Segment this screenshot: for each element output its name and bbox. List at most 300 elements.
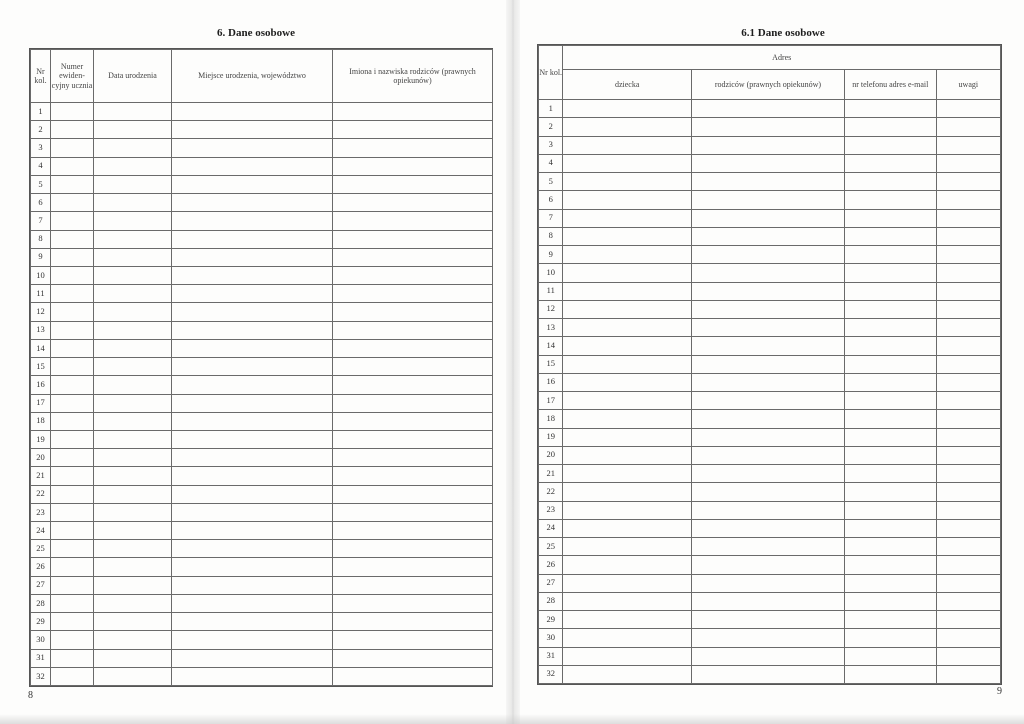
- header-nr-kol: Nr kol.: [539, 46, 563, 100]
- empty-cell[interactable]: [563, 282, 691, 300]
- empty-cell[interactable]: [94, 157, 172, 175]
- empty-cell[interactable]: [94, 449, 172, 467]
- table-row: [539, 118, 1001, 136]
- row-number: 31: [31, 649, 51, 667]
- empty-cell[interactable]: [844, 246, 936, 264]
- row-number: 4: [31, 157, 51, 175]
- empty-cell[interactable]: [563, 592, 691, 610]
- empty-cell[interactable]: [563, 337, 691, 355]
- empty-cell[interactable]: [691, 264, 844, 282]
- empty-cell[interactable]: [563, 392, 691, 410]
- empty-cell[interactable]: [844, 191, 936, 209]
- empty-cell[interactable]: [333, 303, 493, 321]
- empty-cell[interactable]: [691, 209, 844, 227]
- empty-cell[interactable]: [844, 264, 936, 282]
- empty-cell[interactable]: [51, 194, 94, 212]
- empty-cell[interactable]: [844, 100, 936, 118]
- empty-cell[interactable]: [563, 191, 691, 209]
- empty-cell[interactable]: [94, 540, 172, 558]
- row-number: 7: [31, 212, 51, 230]
- empty-cell[interactable]: [333, 339, 493, 357]
- empty-cell[interactable]: [691, 519, 844, 537]
- empty-cell[interactable]: [333, 631, 493, 649]
- empty-cell[interactable]: [94, 394, 172, 412]
- empty-cell[interactable]: [333, 321, 493, 339]
- empty-cell[interactable]: [691, 100, 844, 118]
- empty-cell[interactable]: [563, 483, 691, 501]
- empty-cell[interactable]: [844, 538, 936, 556]
- empty-cell[interactable]: [51, 467, 94, 485]
- empty-cell[interactable]: [936, 355, 1000, 373]
- empty-cell[interactable]: [333, 412, 493, 430]
- empty-cell[interactable]: [94, 522, 172, 540]
- empty-cell[interactable]: [563, 319, 691, 337]
- empty-cell[interactable]: [94, 376, 172, 394]
- empty-cell[interactable]: [172, 212, 333, 230]
- empty-cell[interactable]: [936, 446, 1000, 464]
- empty-cell[interactable]: [333, 376, 493, 394]
- empty-cell[interactable]: [936, 373, 1000, 391]
- table-row: [31, 376, 493, 394]
- row-number: 19: [31, 430, 51, 448]
- empty-cell[interactable]: [844, 592, 936, 610]
- empty-cell[interactable]: [691, 373, 844, 391]
- row-number: 3: [539, 136, 563, 154]
- table-row: [539, 136, 1001, 154]
- empty-cell[interactable]: [94, 339, 172, 357]
- empty-cell[interactable]: [172, 157, 333, 175]
- empty-cell[interactable]: [172, 649, 333, 667]
- empty-cell[interactable]: [691, 483, 844, 501]
- empty-cell[interactable]: [94, 175, 172, 193]
- empty-cell[interactable]: [94, 139, 172, 157]
- table-row: [31, 175, 493, 193]
- empty-cell[interactable]: [563, 300, 691, 318]
- empty-cell[interactable]: [94, 503, 172, 521]
- empty-cell[interactable]: [94, 358, 172, 376]
- empty-cell[interactable]: [936, 465, 1000, 483]
- empty-cell[interactable]: [172, 321, 333, 339]
- empty-cell[interactable]: [172, 430, 333, 448]
- row-number: 29: [31, 613, 51, 631]
- empty-cell[interactable]: [51, 358, 94, 376]
- empty-cell[interactable]: [172, 266, 333, 284]
- empty-cell[interactable]: [691, 611, 844, 629]
- table-row: [539, 154, 1001, 172]
- empty-cell[interactable]: [172, 339, 333, 357]
- empty-cell[interactable]: [563, 209, 691, 227]
- empty-cell[interactable]: [844, 118, 936, 136]
- empty-cell[interactable]: [936, 100, 1000, 118]
- empty-cell[interactable]: [936, 209, 1000, 227]
- empty-cell[interactable]: [844, 611, 936, 629]
- empty-cell[interactable]: [691, 410, 844, 428]
- empty-cell[interactable]: [51, 321, 94, 339]
- empty-cell[interactable]: [691, 592, 844, 610]
- empty-cell[interactable]: [936, 574, 1000, 592]
- empty-cell[interactable]: [936, 191, 1000, 209]
- empty-cell[interactable]: [51, 558, 94, 576]
- empty-cell[interactable]: [333, 212, 493, 230]
- row-number: 7: [539, 209, 563, 227]
- empty-cell[interactable]: [844, 154, 936, 172]
- empty-cell[interactable]: [844, 574, 936, 592]
- empty-cell[interactable]: [51, 376, 94, 394]
- empty-cell[interactable]: [94, 558, 172, 576]
- empty-cell[interactable]: [172, 285, 333, 303]
- empty-cell[interactable]: [94, 103, 172, 121]
- empty-cell[interactable]: [333, 522, 493, 540]
- empty-cell[interactable]: [172, 248, 333, 266]
- table-row: [539, 647, 1001, 665]
- empty-cell[interactable]: [691, 465, 844, 483]
- empty-cell[interactable]: [94, 430, 172, 448]
- empty-cell[interactable]: [844, 319, 936, 337]
- empty-cell[interactable]: [691, 191, 844, 209]
- table-row: [539, 100, 1001, 118]
- empty-cell[interactable]: [333, 613, 493, 631]
- empty-cell[interactable]: [172, 503, 333, 521]
- empty-cell[interactable]: [936, 501, 1000, 519]
- empty-cell[interactable]: [563, 446, 691, 464]
- empty-cell[interactable]: [94, 667, 172, 685]
- empty-cell[interactable]: [94, 613, 172, 631]
- empty-cell[interactable]: [691, 118, 844, 136]
- empty-cell[interactable]: [172, 467, 333, 485]
- empty-cell[interactable]: [563, 665, 691, 683]
- empty-cell[interactable]: [94, 303, 172, 321]
- row-number: 1: [539, 100, 563, 118]
- row-number: 13: [539, 319, 563, 337]
- empty-cell[interactable]: [333, 194, 493, 212]
- empty-cell[interactable]: [94, 649, 172, 667]
- empty-cell[interactable]: [936, 428, 1000, 446]
- empty-cell[interactable]: [691, 556, 844, 574]
- empty-cell[interactable]: [94, 285, 172, 303]
- empty-cell[interactable]: [563, 173, 691, 191]
- empty-cell[interactable]: [691, 337, 844, 355]
- empty-cell[interactable]: [936, 665, 1000, 683]
- empty-cell[interactable]: [333, 285, 493, 303]
- empty-cell[interactable]: [844, 227, 936, 245]
- empty-cell[interactable]: [333, 157, 493, 175]
- empty-cell[interactable]: [172, 194, 333, 212]
- table-row: [31, 303, 493, 321]
- empty-cell[interactable]: [936, 282, 1000, 300]
- empty-cell[interactable]: [936, 538, 1000, 556]
- empty-cell[interactable]: [51, 394, 94, 412]
- row-number: 12: [31, 303, 51, 321]
- empty-cell[interactable]: [563, 501, 691, 519]
- empty-cell[interactable]: [844, 173, 936, 191]
- row-number: 28: [539, 592, 563, 610]
- empty-cell[interactable]: [51, 631, 94, 649]
- empty-cell[interactable]: [333, 248, 493, 266]
- empty-cell[interactable]: [51, 485, 94, 503]
- empty-cell[interactable]: [51, 157, 94, 175]
- row-number: 28: [31, 594, 51, 612]
- empty-cell[interactable]: [691, 282, 844, 300]
- empty-cell[interactable]: [51, 175, 94, 193]
- empty-cell[interactable]: [563, 373, 691, 391]
- empty-cell[interactable]: [844, 556, 936, 574]
- empty-cell[interactable]: [94, 121, 172, 139]
- empty-cell[interactable]: [51, 121, 94, 139]
- row-number: 20: [539, 446, 563, 464]
- table-row: [31, 522, 493, 540]
- empty-cell[interactable]: [333, 503, 493, 521]
- empty-cell[interactable]: [333, 649, 493, 667]
- empty-cell[interactable]: [94, 485, 172, 503]
- empty-cell[interactable]: [691, 501, 844, 519]
- table-row: [31, 449, 493, 467]
- empty-cell[interactable]: [936, 227, 1000, 245]
- empty-cell[interactable]: [936, 246, 1000, 264]
- empty-cell[interactable]: [844, 446, 936, 464]
- empty-cell[interactable]: [936, 136, 1000, 154]
- empty-cell[interactable]: [51, 522, 94, 540]
- empty-cell[interactable]: [936, 392, 1000, 410]
- empty-cell[interactable]: [844, 355, 936, 373]
- empty-cell[interactable]: [333, 594, 493, 612]
- empty-cell[interactable]: [844, 629, 936, 647]
- empty-cell[interactable]: [94, 194, 172, 212]
- empty-cell[interactable]: [563, 538, 691, 556]
- row-number: 19: [539, 428, 563, 446]
- empty-cell[interactable]: [563, 519, 691, 537]
- empty-cell[interactable]: [94, 576, 172, 594]
- table-row: [31, 194, 493, 212]
- empty-cell[interactable]: [333, 394, 493, 412]
- empty-cell[interactable]: [691, 319, 844, 337]
- empty-cell[interactable]: [563, 574, 691, 592]
- empty-cell[interactable]: [172, 139, 333, 157]
- empty-cell[interactable]: [172, 613, 333, 631]
- empty-cell[interactable]: [94, 467, 172, 485]
- empty-cell[interactable]: [172, 594, 333, 612]
- empty-cell[interactable]: [172, 412, 333, 430]
- empty-cell[interactable]: [51, 430, 94, 448]
- empty-cell[interactable]: [563, 465, 691, 483]
- table-row: [31, 412, 493, 430]
- header-numer-ewidencyjny: Numer ewiden-cyjny ucznia: [51, 50, 94, 103]
- empty-cell[interactable]: [333, 103, 493, 121]
- empty-cell[interactable]: [51, 613, 94, 631]
- empty-cell[interactable]: [691, 574, 844, 592]
- empty-cell[interactable]: [333, 540, 493, 558]
- empty-cell[interactable]: [691, 647, 844, 665]
- empty-cell[interactable]: [563, 118, 691, 136]
- empty-cell[interactable]: [51, 139, 94, 157]
- empty-cell[interactable]: [333, 430, 493, 448]
- empty-cell[interactable]: [94, 631, 172, 649]
- empty-cell[interactable]: [936, 300, 1000, 318]
- empty-cell[interactable]: [51, 649, 94, 667]
- header-dziecka: dziecka: [563, 70, 691, 100]
- empty-cell[interactable]: [936, 519, 1000, 537]
- empty-cell[interactable]: [51, 594, 94, 612]
- empty-cell[interactable]: [844, 519, 936, 537]
- empty-cell[interactable]: [844, 665, 936, 683]
- row-number: 3: [31, 139, 51, 157]
- empty-cell[interactable]: [94, 266, 172, 284]
- empty-cell[interactable]: [51, 285, 94, 303]
- empty-cell[interactable]: [51, 266, 94, 284]
- empty-cell[interactable]: [51, 576, 94, 594]
- table-row: [539, 592, 1001, 610]
- empty-cell[interactable]: [51, 412, 94, 430]
- empty-cell[interactable]: [172, 485, 333, 503]
- empty-cell[interactable]: [691, 300, 844, 318]
- empty-cell[interactable]: [51, 303, 94, 321]
- empty-cell[interactable]: [936, 556, 1000, 574]
- empty-cell[interactable]: [844, 410, 936, 428]
- empty-cell[interactable]: [172, 303, 333, 321]
- page-bottom-shadow: [0, 714, 1024, 724]
- empty-cell[interactable]: [844, 300, 936, 318]
- empty-cell[interactable]: [51, 540, 94, 558]
- empty-cell[interactable]: [172, 358, 333, 376]
- empty-cell[interactable]: [172, 449, 333, 467]
- empty-cell[interactable]: [936, 264, 1000, 282]
- empty-cell[interactable]: [333, 266, 493, 284]
- empty-cell[interactable]: [172, 175, 333, 193]
- empty-cell[interactable]: [691, 629, 844, 647]
- empty-cell[interactable]: [844, 465, 936, 483]
- empty-cell[interactable]: [844, 392, 936, 410]
- empty-cell[interactable]: [691, 538, 844, 556]
- empty-cell[interactable]: [333, 558, 493, 576]
- empty-cell[interactable]: [691, 246, 844, 264]
- empty-cell[interactable]: [172, 394, 333, 412]
- empty-cell[interactable]: [563, 264, 691, 282]
- empty-cell[interactable]: [844, 373, 936, 391]
- empty-cell[interactable]: [172, 667, 333, 685]
- empty-cell[interactable]: [563, 355, 691, 373]
- empty-cell[interactable]: [172, 522, 333, 540]
- row-number: 1: [31, 103, 51, 121]
- empty-cell[interactable]: [333, 576, 493, 594]
- empty-cell[interactable]: [936, 337, 1000, 355]
- empty-cell[interactable]: [172, 540, 333, 558]
- empty-cell[interactable]: [94, 412, 172, 430]
- empty-cell[interactable]: [691, 446, 844, 464]
- empty-cell[interactable]: [563, 246, 691, 264]
- table-row: [31, 321, 493, 339]
- empty-cell[interactable]: [172, 121, 333, 139]
- empty-cell[interactable]: [94, 248, 172, 266]
- empty-cell[interactable]: [333, 230, 493, 248]
- empty-cell[interactable]: [936, 647, 1000, 665]
- empty-cell[interactable]: [563, 154, 691, 172]
- empty-cell[interactable]: [691, 428, 844, 446]
- empty-cell[interactable]: [936, 173, 1000, 191]
- empty-cell[interactable]: [563, 100, 691, 118]
- empty-cell[interactable]: [563, 136, 691, 154]
- empty-cell[interactable]: [563, 227, 691, 245]
- empty-cell[interactable]: [936, 611, 1000, 629]
- row-number: 5: [31, 175, 51, 193]
- empty-cell[interactable]: [936, 410, 1000, 428]
- empty-cell[interactable]: [936, 629, 1000, 647]
- empty-cell[interactable]: [936, 483, 1000, 501]
- empty-cell[interactable]: [844, 647, 936, 665]
- empty-cell[interactable]: [51, 339, 94, 357]
- empty-cell[interactable]: [172, 230, 333, 248]
- empty-cell[interactable]: [844, 428, 936, 446]
- empty-cell[interactable]: [844, 337, 936, 355]
- empty-cell[interactable]: [844, 483, 936, 501]
- empty-cell[interactable]: [172, 558, 333, 576]
- empty-cell[interactable]: [333, 121, 493, 139]
- empty-cell[interactable]: [563, 556, 691, 574]
- empty-cell[interactable]: [333, 175, 493, 193]
- empty-cell[interactable]: [94, 230, 172, 248]
- empty-cell[interactable]: [51, 103, 94, 121]
- right-page-title: 6.1 Dane osobowe: [741, 27, 825, 39]
- table-row: [31, 613, 493, 631]
- empty-cell[interactable]: [94, 321, 172, 339]
- empty-cell[interactable]: [691, 136, 844, 154]
- empty-cell[interactable]: [936, 319, 1000, 337]
- empty-cell[interactable]: [333, 449, 493, 467]
- row-number: 23: [31, 503, 51, 521]
- empty-cell[interactable]: [844, 136, 936, 154]
- empty-cell[interactable]: [333, 485, 493, 503]
- empty-cell[interactable]: [563, 647, 691, 665]
- row-number: 27: [539, 574, 563, 592]
- row-number: 20: [31, 449, 51, 467]
- empty-cell[interactable]: [844, 209, 936, 227]
- left-page-title: 6. Dane osobowe: [217, 27, 295, 39]
- empty-cell[interactable]: [172, 103, 333, 121]
- empty-cell[interactable]: [936, 154, 1000, 172]
- empty-cell[interactable]: [691, 173, 844, 191]
- empty-cell[interactable]: [563, 428, 691, 446]
- empty-cell[interactable]: [691, 154, 844, 172]
- empty-cell[interactable]: [172, 376, 333, 394]
- empty-cell[interactable]: [172, 631, 333, 649]
- empty-cell[interactable]: [51, 230, 94, 248]
- empty-cell[interactable]: [936, 118, 1000, 136]
- empty-cell[interactable]: [936, 592, 1000, 610]
- empty-cell[interactable]: [172, 576, 333, 594]
- empty-cell[interactable]: [563, 611, 691, 629]
- table-row: [31, 157, 493, 175]
- empty-cell[interactable]: [691, 227, 844, 245]
- empty-cell[interactable]: [691, 665, 844, 683]
- empty-cell[interactable]: [94, 594, 172, 612]
- empty-cell[interactable]: [333, 667, 493, 685]
- table-row: [539, 465, 1001, 483]
- empty-cell[interactable]: [691, 355, 844, 373]
- empty-cell[interactable]: [333, 358, 493, 376]
- empty-cell[interactable]: [333, 139, 493, 157]
- empty-cell[interactable]: [51, 248, 94, 266]
- empty-cell[interactable]: [563, 629, 691, 647]
- empty-cell[interactable]: [51, 212, 94, 230]
- empty-cell[interactable]: [51, 449, 94, 467]
- empty-cell[interactable]: [563, 410, 691, 428]
- empty-cell[interactable]: [333, 467, 493, 485]
- empty-cell[interactable]: [51, 667, 94, 685]
- empty-cell[interactable]: [844, 282, 936, 300]
- row-number: 2: [539, 118, 563, 136]
- empty-cell[interactable]: [94, 212, 172, 230]
- empty-cell[interactable]: [51, 503, 94, 521]
- empty-cell[interactable]: [844, 501, 936, 519]
- empty-cell[interactable]: [691, 392, 844, 410]
